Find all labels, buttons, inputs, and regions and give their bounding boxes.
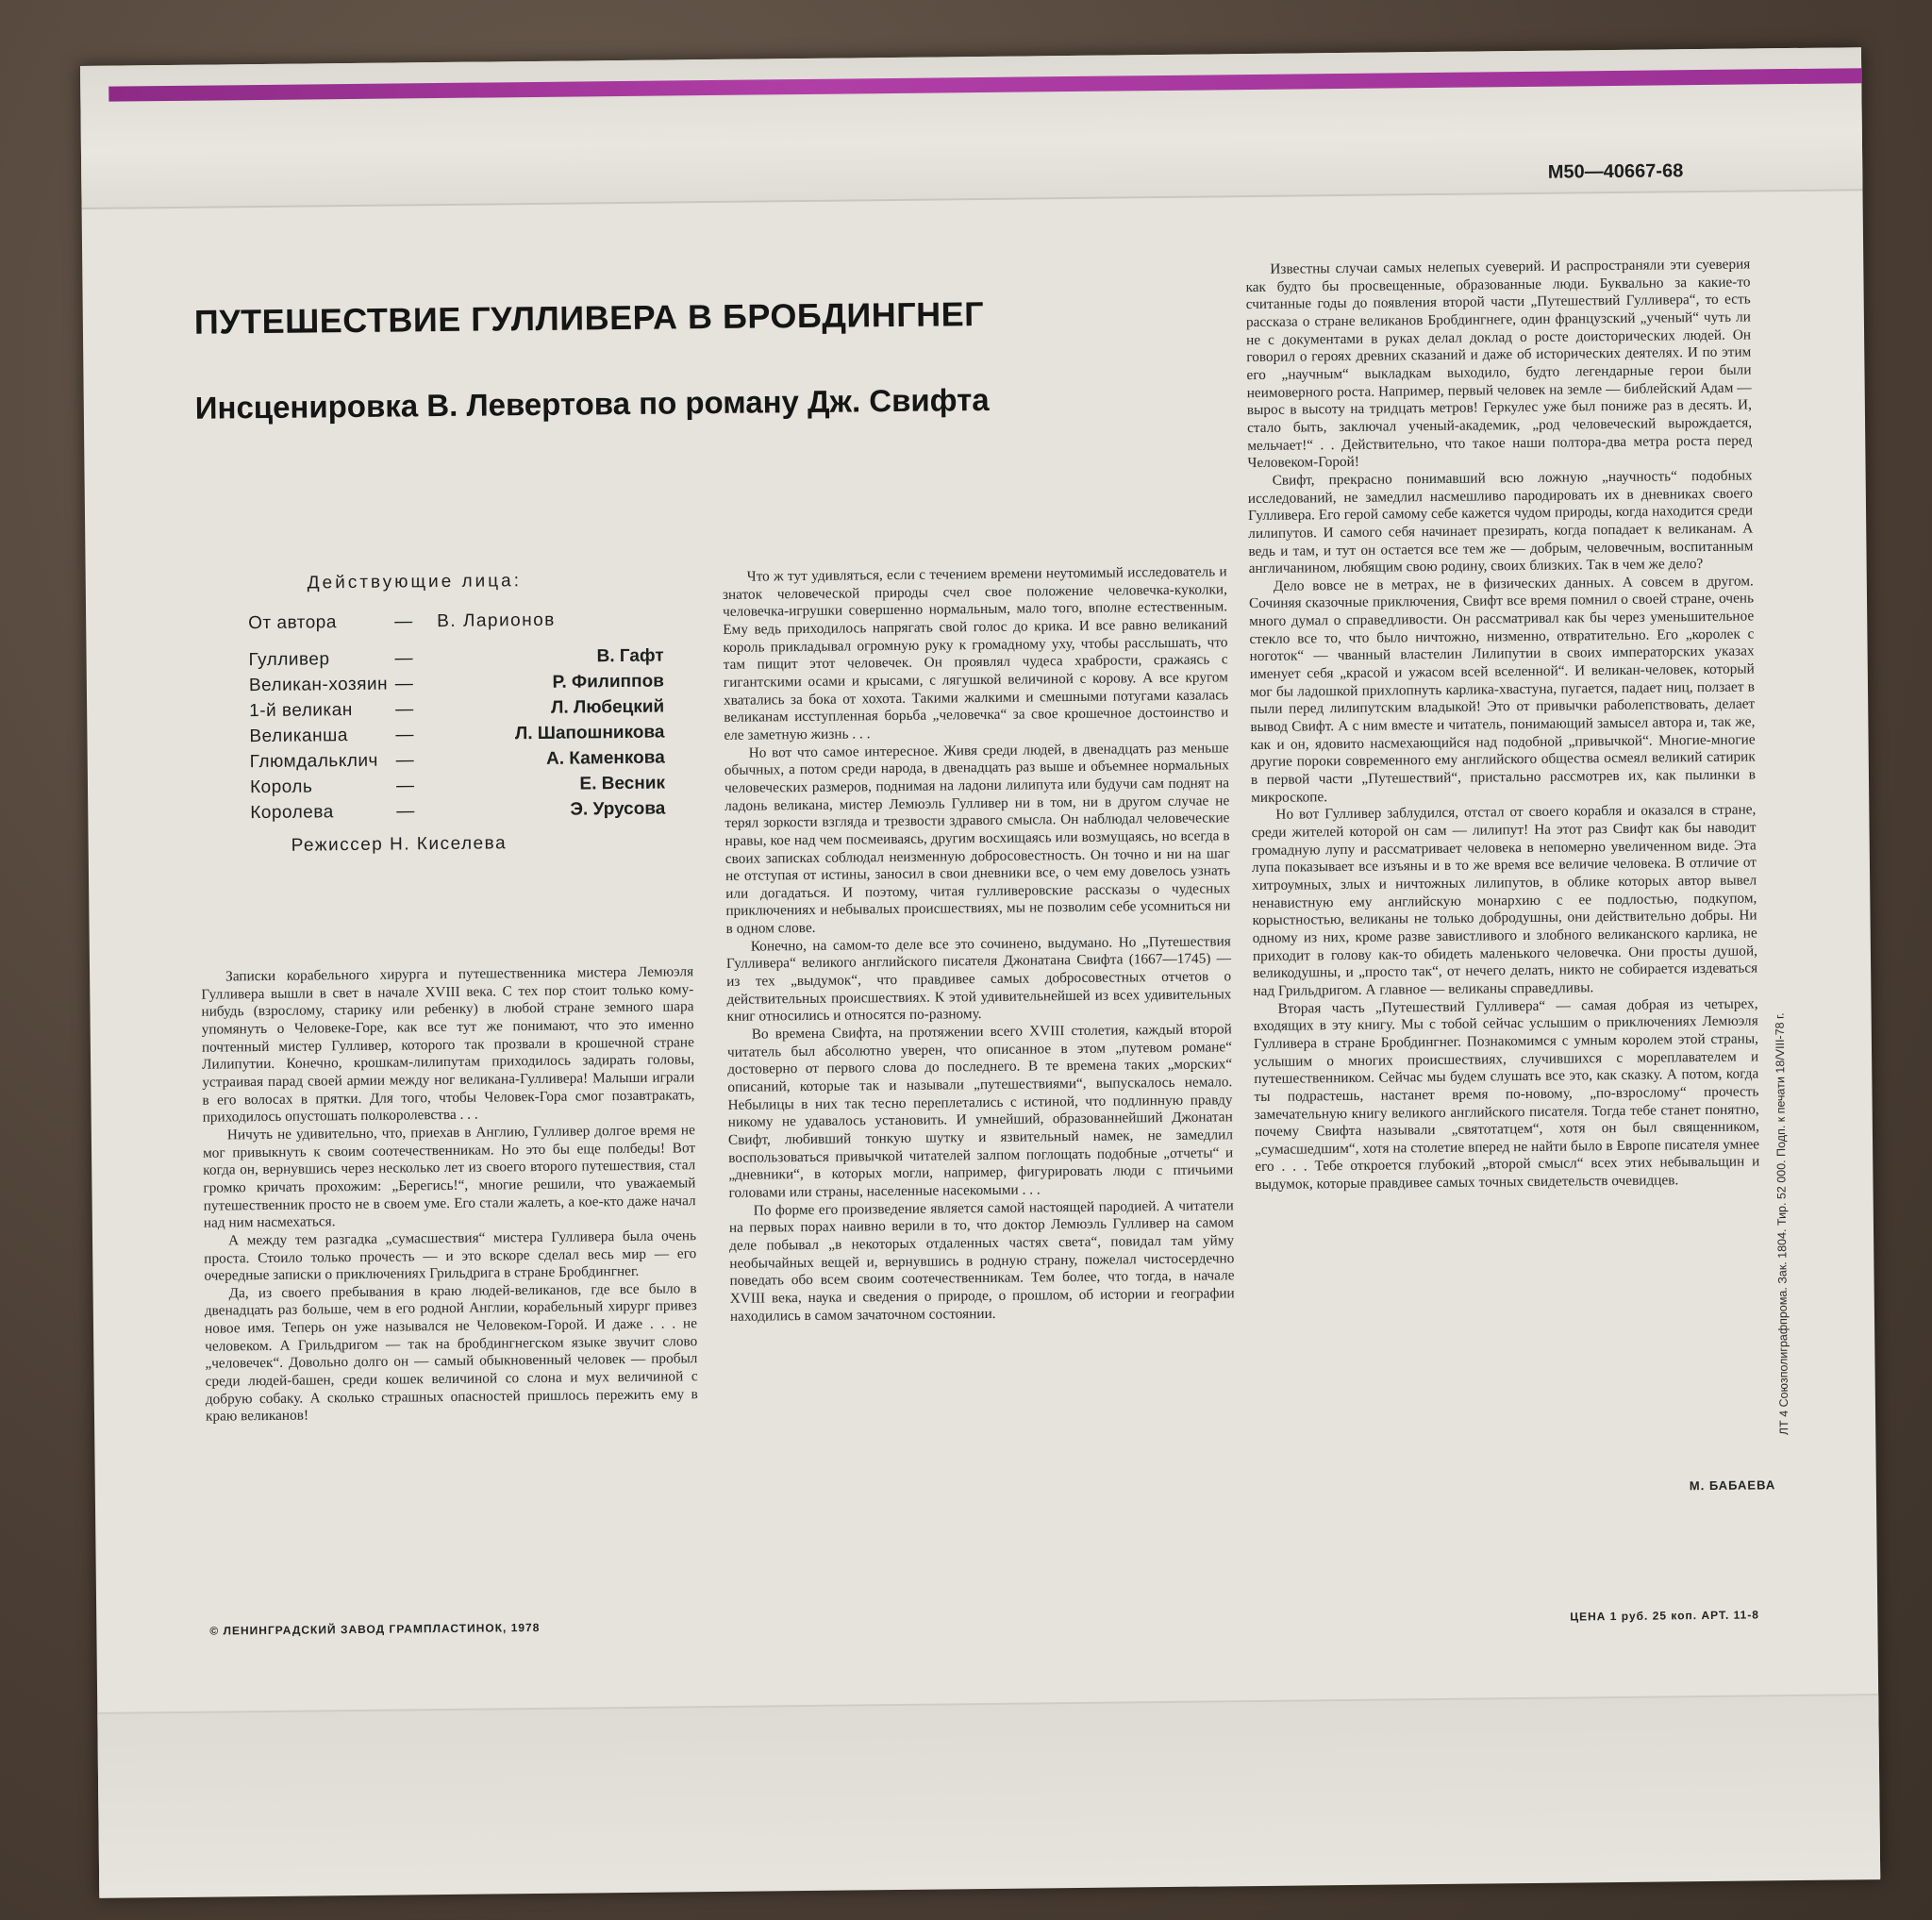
cast-row: 1-й великан — Л. Любецкий [249, 696, 665, 722]
paragraph: Но вот что самое интересное. Живя среди людей, в двенадцать раз меньше обычных, а потом среди народа, в двенадцать раз выше и объемнее нормальных человеческих размеров, поднимая на ладони лилипута или будучи сам поднят на ладонь великана, мистер Лемюэль Гулливер ни в том, ни в другом случае не терял зоркости взгляда и трезвости здравого смысла. Он наблюдал человеческие нравы, кое над чем посмеиваясь, другим восхищаясь или возмущаясь, но всегда в своих записках соблюдал неизменную добросовестность. Он точно и ни на шаг не отступая от истины, заносил в свои дневники все, о чем ему довелось узнать или догадаться. И поэтому, читая гулливеровские рассказы о чудесных приключениях и небывалых происшествиях, мы не позволим себе усомниться ни в одном слове. [724, 739, 1231, 938]
cast-actor: А. Каменкова [545, 747, 665, 769]
author-signature: М. БАБАЕВА [1689, 1478, 1776, 1494]
cast-actor: Л. Шапошникова [514, 722, 665, 744]
paragraph: По форме его произведение является самой настоящей пародией. А читатели на первых порах наивно верили в то, что доктор Лемюэль Гулливер на самом деле побывал „в некоторых отдаленных частях света“, повидал там уйму необычайных вещей и, вернувшись в родную страну, пожелал чистосердечно поведать обо всем своим соотечественникам. Тем более, что тогда, в начале XVIII века, наука и сведения о природе, о прошлом, об истории и географии находились в самом зачаточном состоянии. [728, 1196, 1235, 1325]
paragraph: Записки корабельного хирурга и путешественника мистера Лемюэля Гулливера вышли в свет в начале XVIII века. С тех пор стоит только кому-нибудь (взрослому, старику или ребенку) в любой стране земного шара упомянуть о Человеке-Горе, как все тут же понимают, что это именно почтенный мистер Гулливер, которого так прозвали в крошечной стране Лилипутии. Конечно, крошкам-лилипутам приходилось задирать головы, устраивая парад своей армии между ног великана-Гулливера! Малыши играли в его волосах в прятки. Для того, чтобы Человек-Гора смог позавтракать, приходилось опустошать полкоролевства . . . [201, 963, 695, 1126]
cast-row: Великан-хозяин — Р. Филиппов [248, 671, 664, 696]
paragraph: Во времена Свифта, на протяжении всего XVIII столетия, каждый второй читатель был абсолютно уверен, что описанное в этом „путевом романе“ достоверно от первого слова до последнего. В те времена таких „морских“ описаний, которые так и называли „путешествиями“, выпускалось немало. Небылицы в них так тесно переплетались с истиной, что подлинную правду никому не удавалось установить. И умнейший, образованнейший Джонатан Свифт, любивший тонкую шутку и язвительный намек, не замедлил воспользоваться привычкой читателей залпом поглощать подобные „отчеты“ и „дневники“, в которых могли, например, фигурировать люди с птичьими головами или страны, населенные насекомыми . . . [726, 1021, 1234, 1201]
record-sleeve-back [80, 47, 1880, 1896]
cast-actor: Р. Филиппов [552, 671, 664, 693]
sleeve-bottom-flap [97, 1694, 1880, 1898]
magenta-stripe [108, 68, 1861, 101]
cast-role: От автора [248, 612, 338, 634]
paragraph: Дело вовсе не в метрах, не в физических данных. А совсем в другом. Сочиняя сказочные приключения, Свифт все время помнил о своей стране, очень много думал о справедливости. Он рассматривал как бы через уменьшительное стекло все то, что было ничтожно, низменно, отвратительно. Его „королек с ноготок“ — чванный властелин Лилипутии в своих императорских указах именует себя „красой и ужасом всей вселенной“. И великан-человек, который мог бы ладошкой прихлопнуть карлика-хвастуна, пугается, падает ниц, ползает в пыли перед лилипутским владыкой! Это от привычки раболепствовать, делает вывод Свифт. А с ним вместе и читатель, понимающий замысел автора и, так же, как и он, ядовито насмехающийся над подобной „привычкой“. Многие-многие другие пороки современного ему английского общества осмеял великий сатирик в первой части „Путешествий“, пристально рассмотрев их, как пылинки в микроскопе. [1248, 573, 1757, 806]
cast-role: Король [249, 776, 313, 798]
cast-role: Великанша [249, 726, 348, 747]
paragraph: Ничуть не удивительно, что, приехав в Англию, Гулливер долгое время не мог привыкнуть к своим соотечественникам. Но это бы еще полбеды! Вот когда он, вернувшись через несколько лет из своего второго путешествия, стал громко кричать прохожим: „Берегись!“, многие решили, что уважаемый путешественник просто не в своем уме. Его стали жалеть, а кое-кто даже начал над ним насмехаться. [202, 1122, 696, 1231]
cast-role: Королева [250, 802, 334, 824]
paragraph: Вторая часть „Путешествий Гулливера“ — самая добрая из четырех, входящих в эту книгу. Мы с тобой сейчас услышим о приключениях Лемюэля Гулливера в стране Бробдингнег. Познакомимся с умным королем этой страны, услышим о многих происшествиях, случившихся с мореплавателем и путешественником. Сейчас мы будем слушать все это, как сказку. А потом, когда ты подрастешь, настанет время по-новому, „по-взрослому“ прочесть замечательную книгу великого английского писателя. Тогда тебе станет понятно, почему Свифта называли „святотатцем“, хотя он был священником, „сумасшедшим“, хотя на столетие вперед не найти было в Европе писателя умнее его . . . Тебе откроется глубокий „второй смысл“ всех этих небывальщин и выдумок, которые правдивее самых точных свидетельств очевидцев. [1253, 994, 1760, 1194]
paragraph: Но вот Гулливер заблудился, отстал от своего корабля и оказался в стране, среди жителей которой он сам — лилипут! На этот раз Свифт как бы наводит громадную лупу и рассматривает человека в непомерно увеличенном виде. Эта лупа показывает все изъяны и в то же время все величие человека. В отличие от хитроумных, злых и ничтожных лилипутов, в облике которых автор вывел ненавистную ему английскую монархию с ее подлостью, подкупом, корыстностью, великаны не только добродушны, они действительно добры. Ни одному из них, кроме разве завистливого и злобного великанского карлика, не приходит в голову как-то обидеть маленького человечка. Они просты душой, великодушны, и „просто так“, от нечего делать, никто не собирается издеваться над Грильдригом. А главное — великаны справедливы. [1251, 801, 1758, 999]
print-imprint: ЛТ 4 Союзполиграфпрома. Зак. 1804. Тир. 52 000. Подп. к печати 18/VIII-78 г. [1773, 1012, 1791, 1436]
paragraph: Конечно, на самом-то деле все это сочинено, выдумано. Но „Путешествия Гулливера“ великого английского писателя Джонатана Свифта (1667—1745) — из тех „выдумок“, что правдивее самых добросовестных отчетов о действительных происшествиях. К этой удивительнейшей из всех удивительных книг относились и относятся по-разному. [725, 933, 1232, 1026]
text-column-3 [1245, 256, 1759, 1194]
cast-row: Король — Е. Весник [249, 773, 666, 798]
sleeve-top-flap [80, 47, 1862, 209]
cast-row: Гулливер — В. Гафт [248, 645, 664, 671]
paragraph: Известны случаи самых нелепых суеверий. И распространяли эти суеверия как будто бы просвещенные, образованные люди. Буквально за какие-то считанные годы до появления второй части „Путешествий Гулливера“, то есть рассказа о стране великанов Бробдингнеге, один французский „ученый“ чуть ли не с документами в руках делал доклад о росте доисторических людей. Он говорил о героях древних сказаний и даже об исторических деятелях. И по этим его „научным“ выкладкам выходило, будто легендарные герои были неимоверного роста. Например, первый человек на земле — библейский Адам — вырос в высоту на тридцать метров! Геркулес уже был пониже раз в десять. И, стало быть, заключал ученый-академик, „род человеческий вырождается, мельчает!“ . . Действительно, что такое наши полтора-два метра роста перед Человеком-Горой! [1245, 256, 1753, 472]
price-line: ЦЕНА 1 руб. 25 коп. АРТ. 11-8 [1570, 1608, 1760, 1624]
copyright-line: © ЛЕНИНГРАДСКИЙ ЗАВОД ГРАМПЛАСТИНОК, 1978 [209, 1620, 541, 1638]
cast-role: Глюмдальклич [249, 750, 379, 773]
page-title: ПУТЕШЕСТВИЕ ГУЛЛИВЕРА В БРОБДИНГНЕГ [193, 293, 985, 342]
paragraph: Свифт, прекрасно понимавший всю ложную „научность“ подобных исследований, не замедлил насмешливо пародировать их в дневниках своего Гулливера. Его герой самому себе кажется чудом природы, когда находится среди лилипутов. И самого себя начинает презирать, когда попадает к великанам. А ведь и там, и тут он остается все тем же — добрым, человечным, воспитанным англичанином, любящим свою родину, своих близких. Так в чем же дело? [1247, 467, 1754, 577]
cast-row: Глюмдальклич — А. Каменкова [249, 747, 665, 773]
paragraph: Что ж тут удивляться, если с течением времени неутомимый исследователь и знаток человеческой природы счел свое положение человечка-куколки, человечка-игрушки совершенно нормальным, мало того, вполне естественным. Ему ведь приходилось напрягать свой голос до крика. И все равно великаний король прикладывал огромную руку к громадному уху, чтобы расслышать, что там пищит этот человечек. Он проявлял чудеса храбрости, сражаясь с гигантскими осами и крысами, с лягушкой величиной с корову. А все кругом хватались за бока от хохота. Такими жалкими и смешными потугами казалась великанам исступленная борьба „человечка“ за свое крошечное достоинство и еле заметную жизнь . . . [722, 563, 1229, 743]
cast-heading: Действующие лица: [307, 571, 523, 593]
cast-role: 1-й великан [249, 700, 353, 722]
cast-role: Великан-хозяин [248, 674, 389, 696]
paragraph: Да, из своего пребывания в краю людей-великанов, где все было в двенадцать раз больше, чем в его родной Англии, корабельный хирург привез новое имя. Теперь он уже назывался не Человеком-Горой. И даже . . . не человеком. А Грильдригом — так на бробдингнегском языке звучит слово „человечек“. Довольно долго он — самый обыкновенный человек — пробыл среди людей-башен, среди кошек величиной со слона и мух величиной с добрую собаку. А сколько страшных опасностей пришлось пережить ему в краю великанов! [204, 1280, 698, 1426]
cast-actor: Л. Любецкий [550, 696, 665, 718]
director-credit: Режиссер Н. Киселева [291, 833, 508, 856]
cast-actor: В. Ларионов [437, 609, 556, 632]
cast-actor: В. Гафт [596, 645, 664, 667]
cast-row: Королева — Э. Урусова [250, 798, 666, 824]
cast-actor: Е. Весник [579, 773, 666, 794]
paragraph: А между тем разгадка „сумасшествия“ мистера Гулливера была очень проста. Стоило только прочесть — и это вскоре сделал весь мир — его очередные записки о приключениях Грильдрига в стране Бробдингнег. [204, 1227, 697, 1284]
catalog-number: М50—40667-68 [1547, 160, 1684, 183]
cast-actor: Э. Урусова [570, 798, 666, 820]
page-subtitle: Инсценировка В. Левертова по роману Дж. Свифта [194, 381, 990, 426]
cast-role: Гулливер [248, 649, 330, 671]
cast-list [248, 609, 665, 829]
cast-row: Великанша — Л. Шапошникова [249, 722, 665, 747]
cast-row: От автора — В. Ларионов [248, 609, 556, 634]
text-column-2 [723, 563, 1235, 1326]
text-column-1 [201, 963, 698, 1427]
